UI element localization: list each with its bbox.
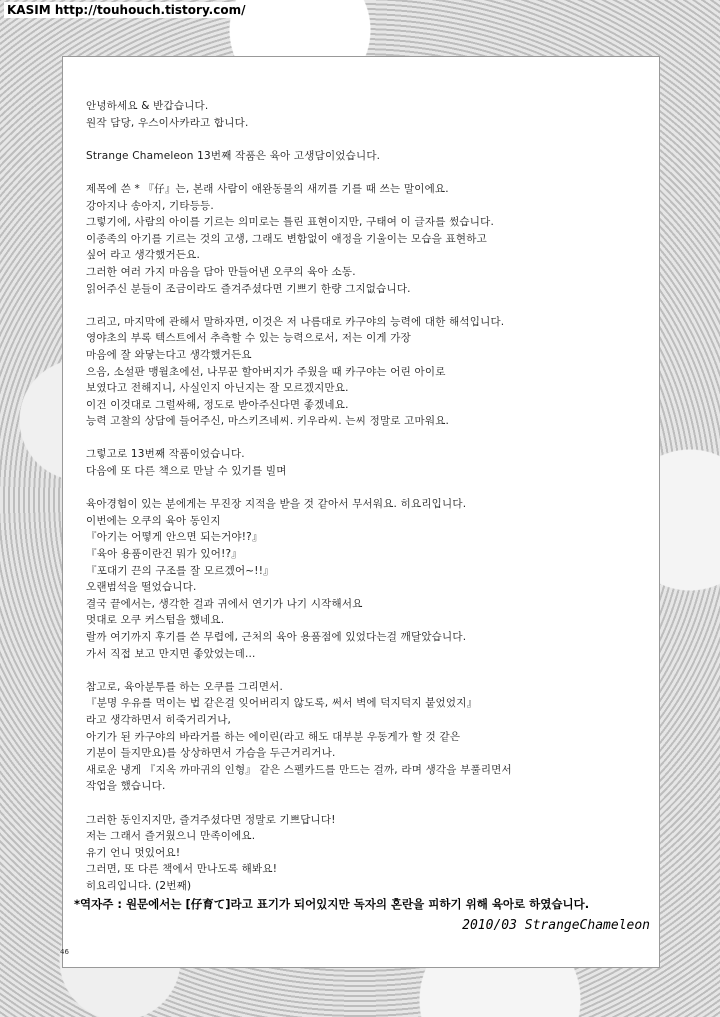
text-line: 제목에 쓴 * 『仔』는, 본래 사람이 애완동물의 새끼를 기를 때 쓰는 말이에요. bbox=[86, 182, 449, 195]
paragraph bbox=[86, 98, 646, 131]
page-number: 46 bbox=[60, 948, 69, 956]
text-line: 아기가 된 카구야의 바라거를 하는 에이린(라고 해도 대부분 우동게가 할 것 같은 bbox=[86, 730, 461, 743]
site-url: http://touhouch.tistory.com/ bbox=[54, 3, 246, 17]
text-line: 으음, 소설판 맹월초에선, 나무꾼 할아버지가 주웠을 때 카구야는 어린 아이로 bbox=[86, 365, 446, 378]
paragraph bbox=[86, 679, 646, 795]
text-line: 『분명 우유를 먹이는 법 같은걸 잊어버리지 않도록, 써서 벽에 덕지덕지 붙었었지』 bbox=[86, 697, 478, 710]
text-line: 작업을 했습니다. bbox=[86, 780, 166, 793]
text-line: 마음에 잘 와닿는다고 생각했거든요 bbox=[86, 348, 252, 361]
text-line: 읽어주신 분들이 조금이라도 즐겨주셨다면 기쁘기 한량 그지없습니다. bbox=[86, 282, 411, 295]
text-line: 기분이 들지만요)를 상상하면서 가슴을 두근거리거나. bbox=[86, 747, 336, 760]
text-line: 다음에 또 다른 책으로 만날 수 있기를 빌며 bbox=[86, 465, 287, 478]
text-line: 그렇고로 13번째 작품이었습니다. bbox=[86, 448, 245, 461]
text-line: 새로운 냉게 『지옥 까마귀의 인형』 같은 스펠카드를 만드는 걸까, 라며 생각을 부풀리면서 bbox=[86, 763, 512, 776]
text-line: 능력 고찰의 상담에 들어주신, 마스키즈네씨. 키우라씨. 는씨 정말로 고마워요. bbox=[86, 415, 450, 428]
afterword-text bbox=[86, 98, 646, 911]
text-line: 안녕하세요 & 반갑습니다. bbox=[86, 100, 209, 112]
paragraph bbox=[86, 314, 646, 430]
text-line: 『포대기 끈의 구조를 잘 모르겠어~!!』 bbox=[86, 564, 274, 577]
paragraph bbox=[86, 496, 646, 662]
paragraph bbox=[86, 812, 646, 895]
text-line: 랄까 여기까지 후기를 쓴 무렵에, 근처의 육아 용품점에 있었다는걸 깨달았습니다. bbox=[86, 631, 467, 643]
text-line: 참고로, 육아분투를 하는 오쿠를 그리면서. bbox=[86, 680, 284, 693]
paragraph bbox=[86, 148, 646, 165]
signature: 2010/03 StrangeChameleon bbox=[462, 918, 650, 933]
text-line: 오랜범석을 떨었습니다. bbox=[86, 581, 197, 594]
text-line: 히요리입니다. (2번째) bbox=[86, 879, 192, 892]
text-line: 그리고, 마지막에 관해서 말하자면, 이것은 저 나름대로 카구야의 능력에 대한 해석입니다. bbox=[86, 315, 505, 328]
text-line: 『아기는 어떻게 안으면 되는거야!?』 bbox=[86, 531, 263, 544]
text-line: 가서 직접 보고 만지면 좋았었는데... bbox=[86, 647, 256, 660]
text-line: 이건 이것대로 그럴싸해, 정도로 받아주신다면 좋겠네요. bbox=[86, 398, 349, 411]
text-line: 강아지나 송아지, 기타등등. bbox=[86, 199, 214, 212]
text-line: 그러면, 또 다른 책에서 만나도록 해봐요! bbox=[86, 863, 278, 876]
text-line: 그러한 여러 가지 마음을 담아 만들어낸 오쿠의 육아 소동. bbox=[86, 265, 356, 278]
text-line: 영야초의 부록 텍스트에서 추측할 수 있는 능력으로서, 저는 이게 가장 bbox=[86, 332, 411, 345]
text-line: 보였다고 전해지니, 사실인지 아닌지는 잘 모르겠지만요. bbox=[86, 382, 349, 395]
paragraph bbox=[86, 446, 646, 479]
text-line: 저는 그래서 즐거웠으니 만족이에요. bbox=[86, 830, 256, 843]
text-line: 원작 담당, 우스이사카라고 합니다. bbox=[86, 116, 249, 129]
text-line: 결국 끝에서는, 생각한 걸과 귀에서 연기가 나기 시작해서요 bbox=[86, 597, 363, 610]
site-watermark bbox=[4, 2, 248, 18]
text-line: 그렇기에, 사람의 아이를 기르는 의미로는 틀린 표현이지만, 구태여 이 글자를 썼습니다. bbox=[86, 216, 494, 229]
text-line: 『육아 용품이란건 뭐가 있어!?』 bbox=[86, 548, 242, 561]
site-label: KASIM bbox=[7, 3, 51, 17]
text-line: Strange Chameleon 13번째 작품은 육아 고생담이었습니다. bbox=[86, 149, 381, 162]
text-line: 유기 언니 멋있어요! bbox=[86, 846, 181, 859]
translator-note: *역자주 : 원문에서는 [仔育て]라고 표기가 되어있지만 독자의 혼란을 피하기 위해 육아로 하였습니다. bbox=[74, 897, 590, 911]
text-line: 육아경험이 있는 분에게는 무진장 지적을 받을 것 같아서 무서워요. 히요리입니다. bbox=[86, 498, 467, 511]
paragraph bbox=[86, 181, 646, 297]
text-line: 싶어 라고 생각했거든요. bbox=[86, 249, 201, 262]
text-line: 이종족의 아기를 기르는 것의 고생, 그래도 변함없이 애정을 기울이는 모습을 표현하고 bbox=[86, 232, 487, 245]
text-line: 그러한 동인지지만, 즐겨주셨다면 정말로 기쁘답니다! bbox=[86, 813, 336, 826]
text-line: 라고 생각하면서 히죽거리거나, bbox=[86, 713, 232, 726]
text-line: 이번에는 오쿠의 육아 동인지 bbox=[86, 514, 221, 527]
text-line: 멋대로 오쿠 커스텀을 했네요. bbox=[86, 614, 225, 627]
